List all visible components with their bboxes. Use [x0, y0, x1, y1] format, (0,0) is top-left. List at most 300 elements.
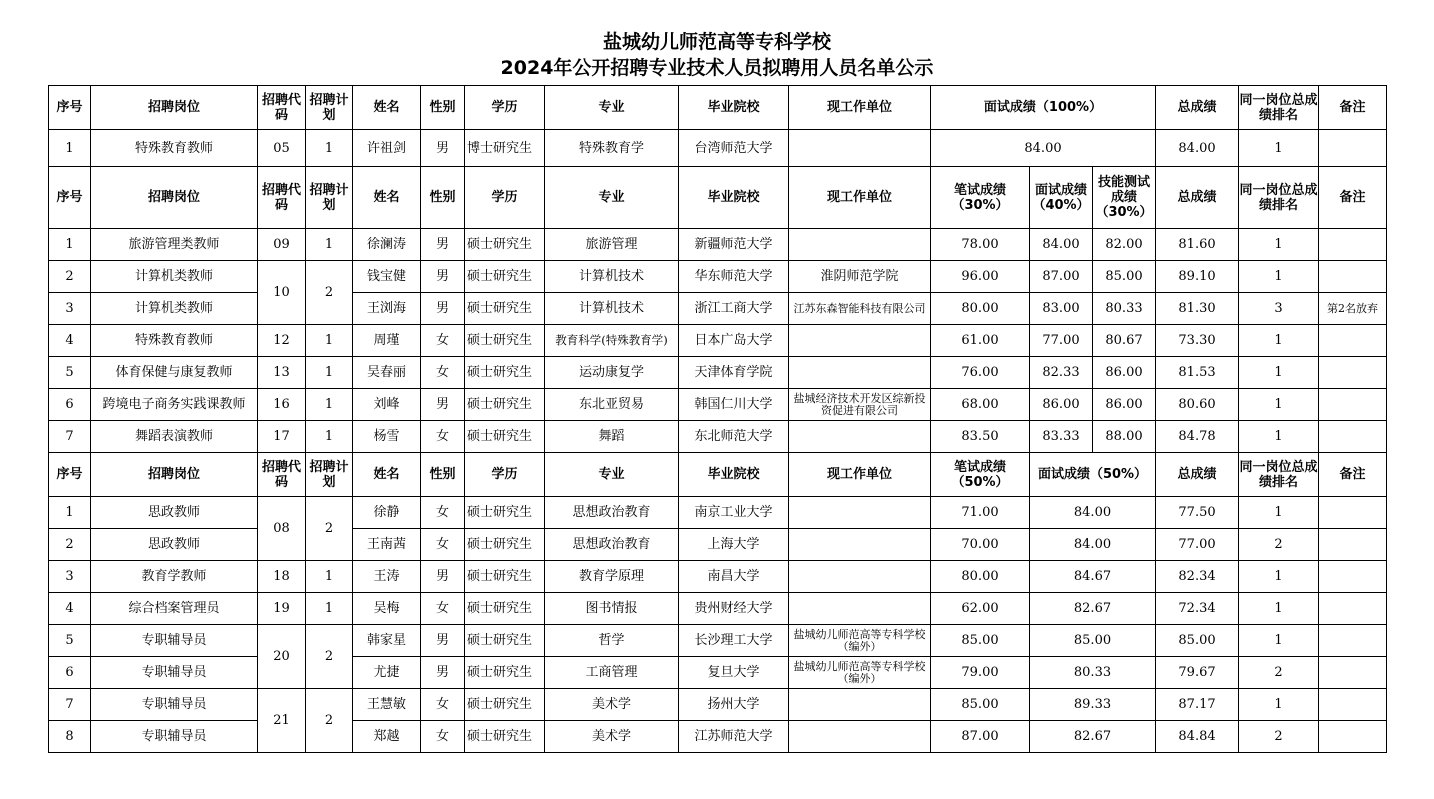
- header-code: 招聘代码: [258, 86, 306, 130]
- cell-name: 刘峰: [353, 389, 421, 421]
- table-row: [49, 293, 1387, 325]
- header-major: 专业: [545, 453, 679, 497]
- header-education: 学历: [465, 453, 545, 497]
- cell-remark: [1319, 561, 1387, 593]
- cell-rank: 1: [1239, 497, 1319, 529]
- cell-code: 09: [258, 229, 306, 261]
- cell-major: 旅游管理: [545, 229, 679, 261]
- cell-total: 87.17: [1156, 689, 1239, 721]
- cell-employer: [789, 357, 931, 389]
- cell-employer: 江苏东森智能科技有限公司: [789, 293, 931, 325]
- cell-gender: 女: [421, 529, 465, 561]
- header-written-30: 笔试成绩（30%）: [931, 167, 1030, 229]
- cell-gender: 男: [421, 130, 465, 167]
- cell-total: 89.10: [1156, 261, 1239, 293]
- cell-written: 70.00: [931, 529, 1030, 561]
- cell-total: 77.00: [1156, 529, 1239, 561]
- table-row: [49, 721, 1387, 753]
- cell-education: 硕士研究生: [465, 721, 545, 753]
- cell-rank: 1: [1239, 325, 1319, 357]
- cell-written: 96.00: [931, 261, 1030, 293]
- cell-interview: 84.00: [1030, 229, 1093, 261]
- cell-education: 硕士研究生: [465, 389, 545, 421]
- cell-interview: 83.00: [1030, 293, 1093, 325]
- cell-position: 特殊教育教师: [91, 325, 258, 357]
- cell-school: 南京工业大学: [679, 497, 789, 529]
- cell-interview: 84.00: [931, 130, 1156, 167]
- header-name: 姓名: [353, 86, 421, 130]
- cell-code: 17: [258, 421, 306, 453]
- cell-interview: 82.33: [1030, 357, 1093, 389]
- cell-rank: 1: [1239, 389, 1319, 421]
- header-employer: 现工作单位: [789, 86, 931, 130]
- cell-seq: 4: [49, 325, 91, 357]
- cell-written: 76.00: [931, 357, 1030, 389]
- cell-name: 尤捷: [353, 657, 421, 689]
- table-row: [49, 593, 1387, 625]
- cell-rank: 1: [1239, 357, 1319, 389]
- cell-rank: 1: [1239, 625, 1319, 657]
- cell-name: 吴梅: [353, 593, 421, 625]
- cell-written: 79.00: [931, 657, 1030, 689]
- cell-seq: 4: [49, 593, 91, 625]
- cell-interview: 87.00: [1030, 261, 1093, 293]
- cell-gender: 男: [421, 561, 465, 593]
- cell-employer: 盐城幼儿师范高等专科学校（编外）: [789, 657, 931, 689]
- cell-remark: [1319, 421, 1387, 453]
- header-seq: 序号: [49, 453, 91, 497]
- header-school: 毕业院校: [679, 167, 789, 229]
- table-row: [49, 389, 1387, 421]
- cell-seq: 7: [49, 689, 91, 721]
- cell-major: 东北亚贸易: [545, 389, 679, 421]
- header-name: 姓名: [353, 167, 421, 229]
- header-plan: 招聘计划: [306, 167, 353, 229]
- header-interview-50: 面试成绩（50%）: [1030, 453, 1156, 497]
- cell-plan: 1: [306, 325, 353, 357]
- cell-seq: 1: [49, 130, 91, 167]
- cell-plan: 1: [306, 593, 353, 625]
- cell-employer: [789, 529, 931, 561]
- cell-employer: [789, 229, 931, 261]
- cell-skill: 86.00: [1093, 389, 1156, 421]
- cell-total: 82.34: [1156, 561, 1239, 593]
- cell-gender: 女: [421, 421, 465, 453]
- cell-major: 思想政治教育: [545, 497, 679, 529]
- cell-interview: 80.33: [1030, 657, 1156, 689]
- cell-seq: 6: [49, 657, 91, 689]
- cell-remark: [1319, 389, 1387, 421]
- cell-education: 博士研究生: [465, 130, 545, 167]
- cell-written: 80.00: [931, 293, 1030, 325]
- cell-gender: 男: [421, 657, 465, 689]
- cell-name: 王浏海: [353, 293, 421, 325]
- cell-rank: 2: [1239, 721, 1319, 753]
- document-title: 盐城幼儿师范高等专科学校: [602, 31, 831, 53]
- cell-gender: 女: [421, 721, 465, 753]
- cell-code: 19: [258, 593, 306, 625]
- cell-education: 硕士研究生: [465, 529, 545, 561]
- cell-rank: 2: [1239, 657, 1319, 689]
- cell-total: 81.30: [1156, 293, 1239, 325]
- cell-interview: 82.67: [1030, 721, 1156, 753]
- cell-name: 徐澜涛: [353, 229, 421, 261]
- cell-total: 85.00: [1156, 625, 1239, 657]
- cell-interview: 89.33: [1030, 689, 1156, 721]
- cell-position: 综合档案管理员: [91, 593, 258, 625]
- cell-employer: [789, 130, 931, 167]
- header-interview-40: 面试成绩（40%）: [1030, 167, 1093, 229]
- cell-position: 体育保健与康复教师: [91, 357, 258, 389]
- cell-total: 84.78: [1156, 421, 1239, 453]
- header-education: 学历: [465, 167, 545, 229]
- header-remark: 备注: [1319, 167, 1387, 229]
- cell-written: 68.00: [931, 389, 1030, 421]
- cell-major: 计算机技术: [545, 293, 679, 325]
- header-position: 招聘岗位: [91, 86, 258, 130]
- cell-education: 硕士研究生: [465, 261, 545, 293]
- cell-position: 专职辅导员: [91, 721, 258, 753]
- cell-interview: 84.00: [1030, 497, 1156, 529]
- header-remark: 备注: [1319, 86, 1387, 130]
- cell-gender: 男: [421, 229, 465, 261]
- cell-name: 王南茜: [353, 529, 421, 561]
- header-code: 招聘代码: [258, 453, 306, 497]
- header-gender: 性别: [421, 453, 465, 497]
- header-rank: 同一岗位总成绩排名: [1239, 86, 1319, 130]
- cell-employer: [789, 721, 931, 753]
- header-employer: 现工作单位: [789, 453, 931, 497]
- cell-major: 美术学: [545, 689, 679, 721]
- cell-name: 许祖剑: [353, 130, 421, 167]
- cell-skill: 80.33: [1093, 293, 1156, 325]
- header-interview-100: 面试成绩（100%）: [931, 86, 1156, 130]
- header-rank: 同一岗位总成绩排名: [1239, 167, 1319, 229]
- cell-total: 84.84: [1156, 721, 1239, 753]
- header-gender: 性别: [421, 86, 465, 130]
- cell-education: 硕士研究生: [465, 293, 545, 325]
- table-row: [49, 325, 1387, 357]
- header-seq: 序号: [49, 167, 91, 229]
- cell-employer: 淮阴师范学院: [789, 261, 931, 293]
- cell-seq: 2: [49, 261, 91, 293]
- header-education: 学历: [465, 86, 545, 130]
- table-row: [49, 130, 1387, 167]
- table-row: [49, 421, 1387, 453]
- cell-school: 韩国仁川大学: [679, 389, 789, 421]
- cell-position: 教育学教师: [91, 561, 258, 593]
- cell-code: 10: [258, 261, 306, 325]
- table-row: [49, 357, 1387, 389]
- cell-remark: [1319, 529, 1387, 561]
- cell-school: 上海大学: [679, 529, 789, 561]
- cell-plan: 1: [306, 561, 353, 593]
- cell-major: 教育科学(特殊教育学): [545, 325, 679, 357]
- cell-interview: 82.67: [1030, 593, 1156, 625]
- header-position: 招聘岗位: [91, 167, 258, 229]
- cell-name: 徐静: [353, 497, 421, 529]
- cell-remark: [1319, 229, 1387, 261]
- cell-position: 旅游管理类教师: [91, 229, 258, 261]
- header-position: 招聘岗位: [91, 453, 258, 497]
- table-row: [49, 529, 1387, 561]
- cell-education: 硕士研究生: [465, 357, 545, 389]
- cell-rank: 1: [1239, 130, 1319, 167]
- cell-position: 计算机类教师: [91, 261, 258, 293]
- cell-code: 20: [258, 625, 306, 689]
- cell-remark: 第2名放弃: [1319, 293, 1387, 325]
- header-skill-30: 技能测试成绩（30%）: [1093, 167, 1156, 229]
- cell-position: 专职辅导员: [91, 657, 258, 689]
- section2-header-row: [49, 167, 1387, 229]
- cell-seq: 8: [49, 721, 91, 753]
- cell-total: 81.60: [1156, 229, 1239, 261]
- header-seq: 序号: [49, 86, 91, 130]
- header-school: 毕业院校: [679, 453, 789, 497]
- cell-skill: 85.00: [1093, 261, 1156, 293]
- cell-name: 王涛: [353, 561, 421, 593]
- cell-total: 80.60: [1156, 389, 1239, 421]
- cell-major: 运动康复学: [545, 357, 679, 389]
- cell-seq: 2: [49, 529, 91, 561]
- cell-written: 71.00: [931, 497, 1030, 529]
- cell-remark: [1319, 657, 1387, 689]
- cell-written: 61.00: [931, 325, 1030, 357]
- cell-code: 18: [258, 561, 306, 593]
- cell-school: 台湾师范大学: [679, 130, 789, 167]
- cell-education: 硕士研究生: [465, 689, 545, 721]
- header-name: 姓名: [353, 453, 421, 497]
- cell-school: 长沙理工大学: [679, 625, 789, 657]
- table-row: [49, 625, 1387, 657]
- header-total: 总成绩: [1156, 167, 1239, 229]
- cell-interview: 85.00: [1030, 625, 1156, 657]
- cell-gender: 男: [421, 389, 465, 421]
- cell-skill: 88.00: [1093, 421, 1156, 453]
- cell-rank: 3: [1239, 293, 1319, 325]
- cell-school: 复旦大学: [679, 657, 789, 689]
- cell-school: 天津体育学院: [679, 357, 789, 389]
- cell-rank: 1: [1239, 561, 1319, 593]
- cell-major: 教育学原理: [545, 561, 679, 593]
- cell-plan: 1: [306, 421, 353, 453]
- cell-school: 南昌大学: [679, 561, 789, 593]
- cell-name: 吴春丽: [353, 357, 421, 389]
- cell-written: 80.00: [931, 561, 1030, 593]
- cell-position: 特殊教育教师: [91, 130, 258, 167]
- cell-skill: 86.00: [1093, 357, 1156, 389]
- cell-interview: 86.00: [1030, 389, 1093, 421]
- cell-rank: 2: [1239, 529, 1319, 561]
- header-major: 专业: [545, 86, 679, 130]
- cell-interview: 77.00: [1030, 325, 1093, 357]
- cell-plan: 1: [306, 389, 353, 421]
- cell-major: 图书情报: [545, 593, 679, 625]
- table-row: [49, 689, 1387, 721]
- cell-plan: 2: [306, 689, 353, 753]
- cell-remark: [1319, 261, 1387, 293]
- cell-plan: 2: [306, 497, 353, 561]
- cell-gender: 女: [421, 357, 465, 389]
- cell-interview: 83.33: [1030, 421, 1093, 453]
- cell-total: 72.34: [1156, 593, 1239, 625]
- cell-education: 硕士研究生: [465, 497, 545, 529]
- cell-gender: 女: [421, 593, 465, 625]
- header-employer: 现工作单位: [789, 167, 931, 229]
- cell-employer: 盐城经济技术开发区综新投资促进有限公司: [789, 389, 931, 421]
- cell-rank: 1: [1239, 689, 1319, 721]
- cell-seq: 1: [49, 229, 91, 261]
- cell-education: 硕士研究生: [465, 561, 545, 593]
- cell-gender: 女: [421, 689, 465, 721]
- cell-plan: 1: [306, 357, 353, 389]
- cell-employer: [789, 689, 931, 721]
- cell-major: 特殊教育学: [545, 130, 679, 167]
- table-row: [49, 657, 1387, 689]
- cell-major: 舞蹈: [545, 421, 679, 453]
- cell-seq: 1: [49, 497, 91, 529]
- header-rank: 同一岗位总成绩排名: [1239, 453, 1319, 497]
- header-plan: 招聘计划: [306, 453, 353, 497]
- header-school: 毕业院校: [679, 86, 789, 130]
- cell-code: 21: [258, 689, 306, 753]
- cell-seq: 6: [49, 389, 91, 421]
- cell-interview: 84.00: [1030, 529, 1156, 561]
- cell-plan: 1: [306, 229, 353, 261]
- cell-school: 东北师范大学: [679, 421, 789, 453]
- cell-education: 硕士研究生: [465, 229, 545, 261]
- section3-header-row: [49, 453, 1387, 497]
- hiring-table: [48, 85, 1387, 753]
- cell-education: 硕士研究生: [465, 657, 545, 689]
- cell-name: 周瑾: [353, 325, 421, 357]
- cell-school: 贵州财经大学: [679, 593, 789, 625]
- header-plan: 招聘计划: [306, 86, 353, 130]
- cell-plan: 2: [306, 261, 353, 325]
- cell-position: 计算机类教师: [91, 293, 258, 325]
- cell-education: 硕士研究生: [465, 593, 545, 625]
- cell-gender: 女: [421, 497, 465, 529]
- cell-school: 扬州大学: [679, 689, 789, 721]
- cell-rank: 1: [1239, 421, 1319, 453]
- cell-written: 87.00: [931, 721, 1030, 753]
- cell-school: 江苏师范大学: [679, 721, 789, 753]
- cell-major: 美术学: [545, 721, 679, 753]
- header-major: 专业: [545, 167, 679, 229]
- document-subtitle: 2024年公开招聘专业技术人员拟聘用人员名单公示: [500, 57, 934, 79]
- cell-skill: 80.67: [1093, 325, 1156, 357]
- table-row: [49, 229, 1387, 261]
- cell-code: 08: [258, 497, 306, 561]
- cell-school: 华东师范大学: [679, 261, 789, 293]
- cell-position: 专职辅导员: [91, 689, 258, 721]
- cell-code: 12: [258, 325, 306, 357]
- cell-gender: 男: [421, 293, 465, 325]
- cell-gender: 男: [421, 261, 465, 293]
- cell-written: 85.00: [931, 689, 1030, 721]
- cell-code: 05: [258, 130, 306, 167]
- cell-name: 王慧敏: [353, 689, 421, 721]
- cell-remark: [1319, 721, 1387, 753]
- cell-remark: [1319, 130, 1387, 167]
- cell-major: 计算机技术: [545, 261, 679, 293]
- cell-school: 新疆师范大学: [679, 229, 789, 261]
- cell-interview: 84.67: [1030, 561, 1156, 593]
- cell-remark: [1319, 689, 1387, 721]
- table-row: [49, 561, 1387, 593]
- cell-employer: [789, 421, 931, 453]
- table-row: [49, 497, 1387, 529]
- cell-code: 16: [258, 389, 306, 421]
- cell-position: 跨境电子商务实践课教师: [91, 389, 258, 421]
- cell-position: 思政教师: [91, 529, 258, 561]
- cell-written: 85.00: [931, 625, 1030, 657]
- cell-employer: [789, 561, 931, 593]
- cell-education: 硕士研究生: [465, 625, 545, 657]
- header-total: 总成绩: [1156, 86, 1239, 130]
- cell-employer: [789, 593, 931, 625]
- cell-remark: [1319, 325, 1387, 357]
- cell-seq: 7: [49, 421, 91, 453]
- cell-total: 84.00: [1156, 130, 1239, 167]
- header-remark: 备注: [1319, 453, 1387, 497]
- table-row: [49, 261, 1387, 293]
- header-written-50: 笔试成绩（50%）: [931, 453, 1030, 497]
- cell-name: 钱宝健: [353, 261, 421, 293]
- cell-code: 13: [258, 357, 306, 389]
- section1-header-row: [49, 86, 1387, 130]
- cell-employer: [789, 497, 931, 529]
- cell-remark: [1319, 593, 1387, 625]
- cell-school: 浙江工商大学: [679, 293, 789, 325]
- cell-seq: 3: [49, 293, 91, 325]
- header-gender: 性别: [421, 167, 465, 229]
- cell-remark: [1319, 625, 1387, 657]
- cell-plan: 2: [306, 625, 353, 689]
- cell-major: 哲学: [545, 625, 679, 657]
- cell-total: 77.50: [1156, 497, 1239, 529]
- cell-employer: 盐城幼儿师范高等专科学校（编外）: [789, 625, 931, 657]
- cell-position: 舞蹈表演教师: [91, 421, 258, 453]
- cell-education: 硕士研究生: [465, 421, 545, 453]
- cell-education: 硕士研究生: [465, 325, 545, 357]
- cell-written: 62.00: [931, 593, 1030, 625]
- cell-gender: 女: [421, 325, 465, 357]
- cell-remark: [1319, 357, 1387, 389]
- cell-rank: 1: [1239, 593, 1319, 625]
- header-total: 总成绩: [1156, 453, 1239, 497]
- cell-seq: 5: [49, 357, 91, 389]
- cell-seq: 5: [49, 625, 91, 657]
- cell-employer: [789, 325, 931, 357]
- cell-remark: [1319, 497, 1387, 529]
- cell-name: 郑越: [353, 721, 421, 753]
- cell-name: 韩家星: [353, 625, 421, 657]
- cell-rank: 1: [1239, 229, 1319, 261]
- cell-position: 专职辅导员: [91, 625, 258, 657]
- cell-skill: 82.00: [1093, 229, 1156, 261]
- cell-total: 79.67: [1156, 657, 1239, 689]
- cell-major: 工商管理: [545, 657, 679, 689]
- cell-position: 思政教师: [91, 497, 258, 529]
- cell-rank: 1: [1239, 261, 1319, 293]
- header-code: 招聘代码: [258, 167, 306, 229]
- cell-written: 83.50: [931, 421, 1030, 453]
- cell-plan: 1: [306, 130, 353, 167]
- cell-name: 杨雪: [353, 421, 421, 453]
- cell-written: 78.00: [931, 229, 1030, 261]
- cell-school: 日本广岛大学: [679, 325, 789, 357]
